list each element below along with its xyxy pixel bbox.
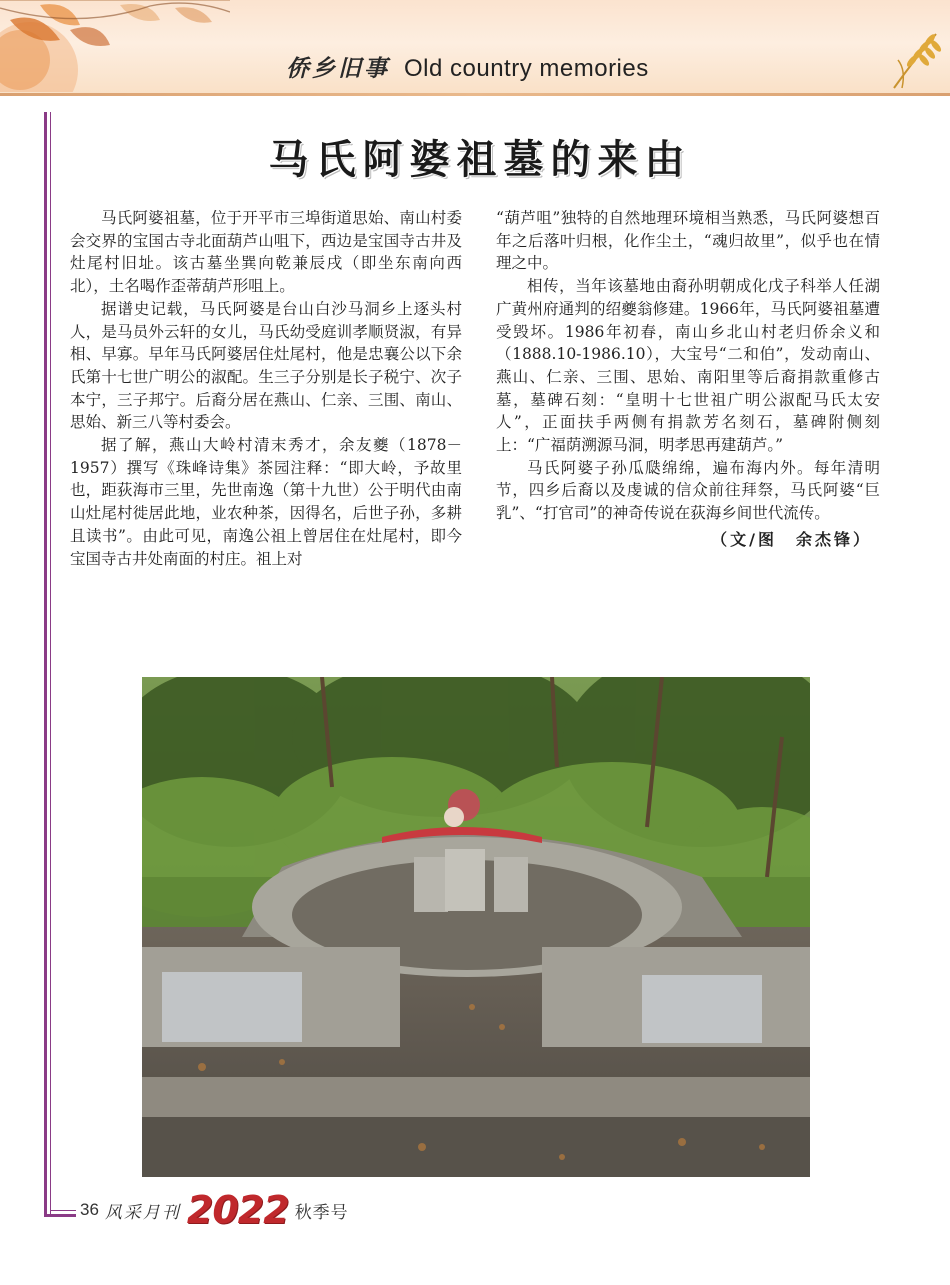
page-number: 36 [80,1200,99,1219]
section-title [286,50,649,86]
issue-season: 秋季号 [294,1202,349,1223]
article-column-left [70,207,462,570]
paragraph: 马氏阿婆子孙瓜瓞绵绵，遍布海内外。每年清明节，四乡后裔以及虔诚的信众前往拜祭，马氏阿婆“巨乳”、“打官司”的神奇传说在荻海乡间世代流传。 [496,458,880,523]
bottom-border-line [44,1214,76,1217]
magazine-name: 风采月刊 [104,1202,181,1223]
author-credit: （文/图 余杰锋） [711,529,872,549]
paragraph-continuation: “葫芦咀”独特的自然地理环境相当熟悉，马氏阿婆想百年之后落叶归根，化作尘土，“魂归故里”，似乎也在情理之中。 [496,209,880,273]
section-title-en: Old country memories [404,55,649,82]
page-footer [80,1188,349,1232]
paragraph: 据谱史记载，马氏阿婆是台山白沙马洞乡上逐头村人，是马员外云轩的女儿，马氏幼受庭训孝顺贤淑，有异相、早寡。早年马氏阿婆居住灶尾村，他是忠襄公以下余氏第十七世广明公的淑配。生三子分别是长子税宁、次子本宁，三子邦宁。后裔分居在燕山、仁亲、三围、南山、思始、新三八等村委会。 [70,299,462,432]
left-border-line [44,112,47,1216]
paragraph: 马氏阿婆祖墓，位于开平市三埠街道思始、南山村委会交界的宝国古寺北面葫芦山咀下，西边是宝国寺古井及灶尾村旧址。该古墓坐巽向乾兼辰戌（即坐东南向西北），土名喝作歪蒂葫芦形咀上。 [70,209,462,296]
wheat-icon [884,30,944,90]
paragraph: 相传，当年该墓地由裔孙明朝成化戊子科举人任湖广黄州府通判的绍夔翁修建。1966年，马氏阿婆祖墓遭受毁坏。1986年初春，南山乡北山村老归侨余义和（1888.10-1986.10），大宝号“二和伯”，发动南山、燕山、仁亲、三围、思始、南阳里等后裔捐款重修古墓，墓碑石刻：“皇明十七世祖广明公淑配马氏太安人”，正面扶手两侧有捐款芳名刻石，墓碑附侧刻上：“广福荫溯源马洞，明孝思再建葫芦。” [496,277,880,455]
article-column-right [496,207,880,552]
header-divider [0,93,950,96]
article-title: 马氏阿婆祖墓的来由 [268,136,692,183]
section-header [0,0,950,96]
paragraph: 据了解，燕山大岭村清末秀才，余友夔（1878－1957）撰写《珠峰诗集》茶园注释：“即大岭，予故里也，距荻海市三里，先世南逸（第十九世）公于明代由南山灶尾村徙居此地，业农种茶，因得名，后世子孙，多耕且读书”。由此可见，南逸公祖上曾居住在灶尾村，即今宝国寺古井处南面的村庄。祖上对 [70,436,462,568]
autumn-leaves-decoration [0,0,230,92]
tomb-photo [142,677,810,1177]
tomb-photo-illustration [142,677,810,1177]
issue-year: 2022 [186,1188,289,1232]
section-title-cn: 侨乡旧事 [286,55,390,82]
left-border-line-thin [50,112,51,1216]
bottom-border-line-thin [50,1210,76,1211]
